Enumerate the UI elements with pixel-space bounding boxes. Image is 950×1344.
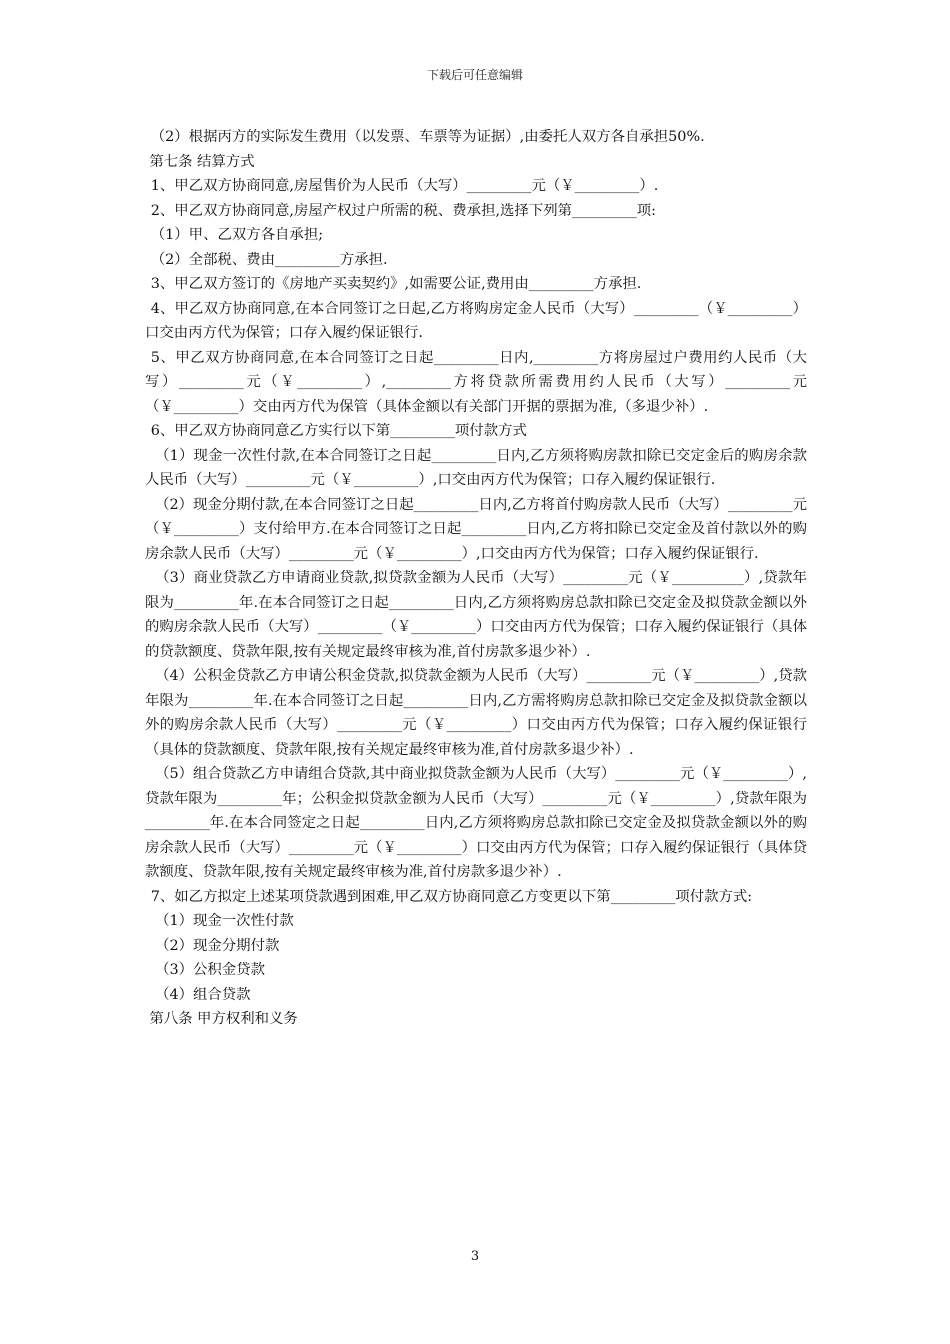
- section-heading-party-a: 第八条 甲方权利和义务: [149, 1011, 298, 1027]
- clause-6-option-1: （1）现金一次性付款,在本合同签订之日起_________日内,乙方须将购房款扣除已交定金后的购房余款人民币（大写）_________元（￥_________）,口交由丙方代为保管；口存入履约保证银行.: [145, 447, 807, 488]
- clause-7-option-4: （4）组合贷款: [155, 986, 251, 1003]
- clause-3-notary: 3、甲乙双方签订的《房地产买卖契约》,如需要公证,费用由_________方承担.: [150, 276, 642, 292]
- clause-7-option-2: （2）现金分期付款: [155, 937, 280, 954]
- clause-1-price: 1、甲乙双方协商同意,房屋售价为人民币（大写）_________元（￥_________）.: [150, 178, 659, 194]
- section-heading-settlement: 第七条 结算方式: [149, 153, 255, 170]
- paragraph-fee-sharing: （2）根据丙方的实际发生费用（以发票、车票等为证据）,由委托人双方各自承担50%.: [150, 129, 705, 145]
- clause-4-deposit: 4、甲乙双方协商同意,在本合同签订之日起,乙方将购房定金人民币（大写）_________（￥_________）口交由丙方代为保管；口存入履约保证银行.: [145, 300, 807, 341]
- clause-6-option-4: （4）公积金贷款乙方申请公积金贷款,拟贷款金额为人民币（大写）_________元（￥_________）,贷款年限为_________年.在本合同签订之日起_________日内,乙方需将购房总款扣除已交定金及拟贷款金额以外的购房余款人民币（大写）_________元（￥_________）口交由丙方代为保管；口存入履约保证银行（具体的贷款额度、贷款年限,按有关规定最终审核为准,首付房款多退少补）.: [145, 668, 807, 758]
- document-body: [145, 125, 807, 1032]
- clause-5-transfer-fees: 5、甲乙双方协商同意,在本合同签订之日起_________日内,_________方将房屋过户费用约人民币（大写）_________元（￥_________）,_________方将贷款所需费用约人民币（大写）_________元（￥_________）交由丙方代为保管（具体金额以有关部门开据的票据为准,（多退少补）.: [145, 349, 807, 415]
- clause-6-option-3: （3）商业贷款乙方申请商业贷款,拟贷款金额为人民币（大写）_________元（￥__________）,贷款年限为_________年.在本合同签订之日起_________日内,乙方须将购房总款扣除已交定金及拟贷款金额以外的购房余款人民币（大写）_________（￥_________）口交由丙方代为保管；口存入履约保证银行（具体的贷款额度、贷款年限,按有关规定最终审核为准,首付房款多退少补）.: [145, 570, 807, 660]
- clause-6-option-2: （2）现金分期付款,在本合同签订之日起_________日内,乙方将首付购房款人民币（大写）_________元（￥_________）支付给甲方.在本合同签订之日起_________日内,乙方将扣除已交定金及首付款以外的购房余款人民币（大写）_________元（￥_________）,口交由丙方代为保管；口存入履约保证银行.: [145, 496, 807, 562]
- page-number: 3: [470, 1249, 480, 1264]
- clause-7-option-1: （1）现金一次性付款: [155, 913, 294, 929]
- clause-2-option-2: （2）全部税、费由_________方承担.: [150, 251, 388, 268]
- clause-7-option-3: （3）公积金贷款: [155, 962, 265, 978]
- page-header: 下载后可任意编辑: [426, 68, 523, 82]
- clause-7-change-method: 7、如乙方拟定上述某项贷款遇到困难,甲乙双方协商同意乙方变更以下第_________项付款方式:: [150, 888, 753, 905]
- clause-2-option-1: （1）甲、乙双方各自承担;: [150, 227, 324, 243]
- clause-6-option-5: （5）组合贷款乙方申请组合贷款,其中商业拟贷款金额为人民币（大写）_________元（￥_________）,贷款年限为_________年；公积金拟贷款金额为人民币（大写）_________元（￥_________）,贷款年限为_________年.在本合同签定之日起_________日内,乙方须将购房总款扣除已交定金及拟贷款金额以外的购房余款人民币（大写）_________元（￥_________）口交由丙方代为保管；口存入履约保证银行（具体贷款额度、贷款年限,按有关规定最终审核为准,首付房款多退少补）.: [145, 766, 807, 880]
- clause-2-tax: 2、甲乙双方协商同意,房屋产权过户所需的税、费承担,选择下列第_________项:: [150, 202, 656, 219]
- clause-6-payment-method: 6、甲乙双方协商同意乙方实行以下第_________项付款方式: [150, 423, 527, 439]
